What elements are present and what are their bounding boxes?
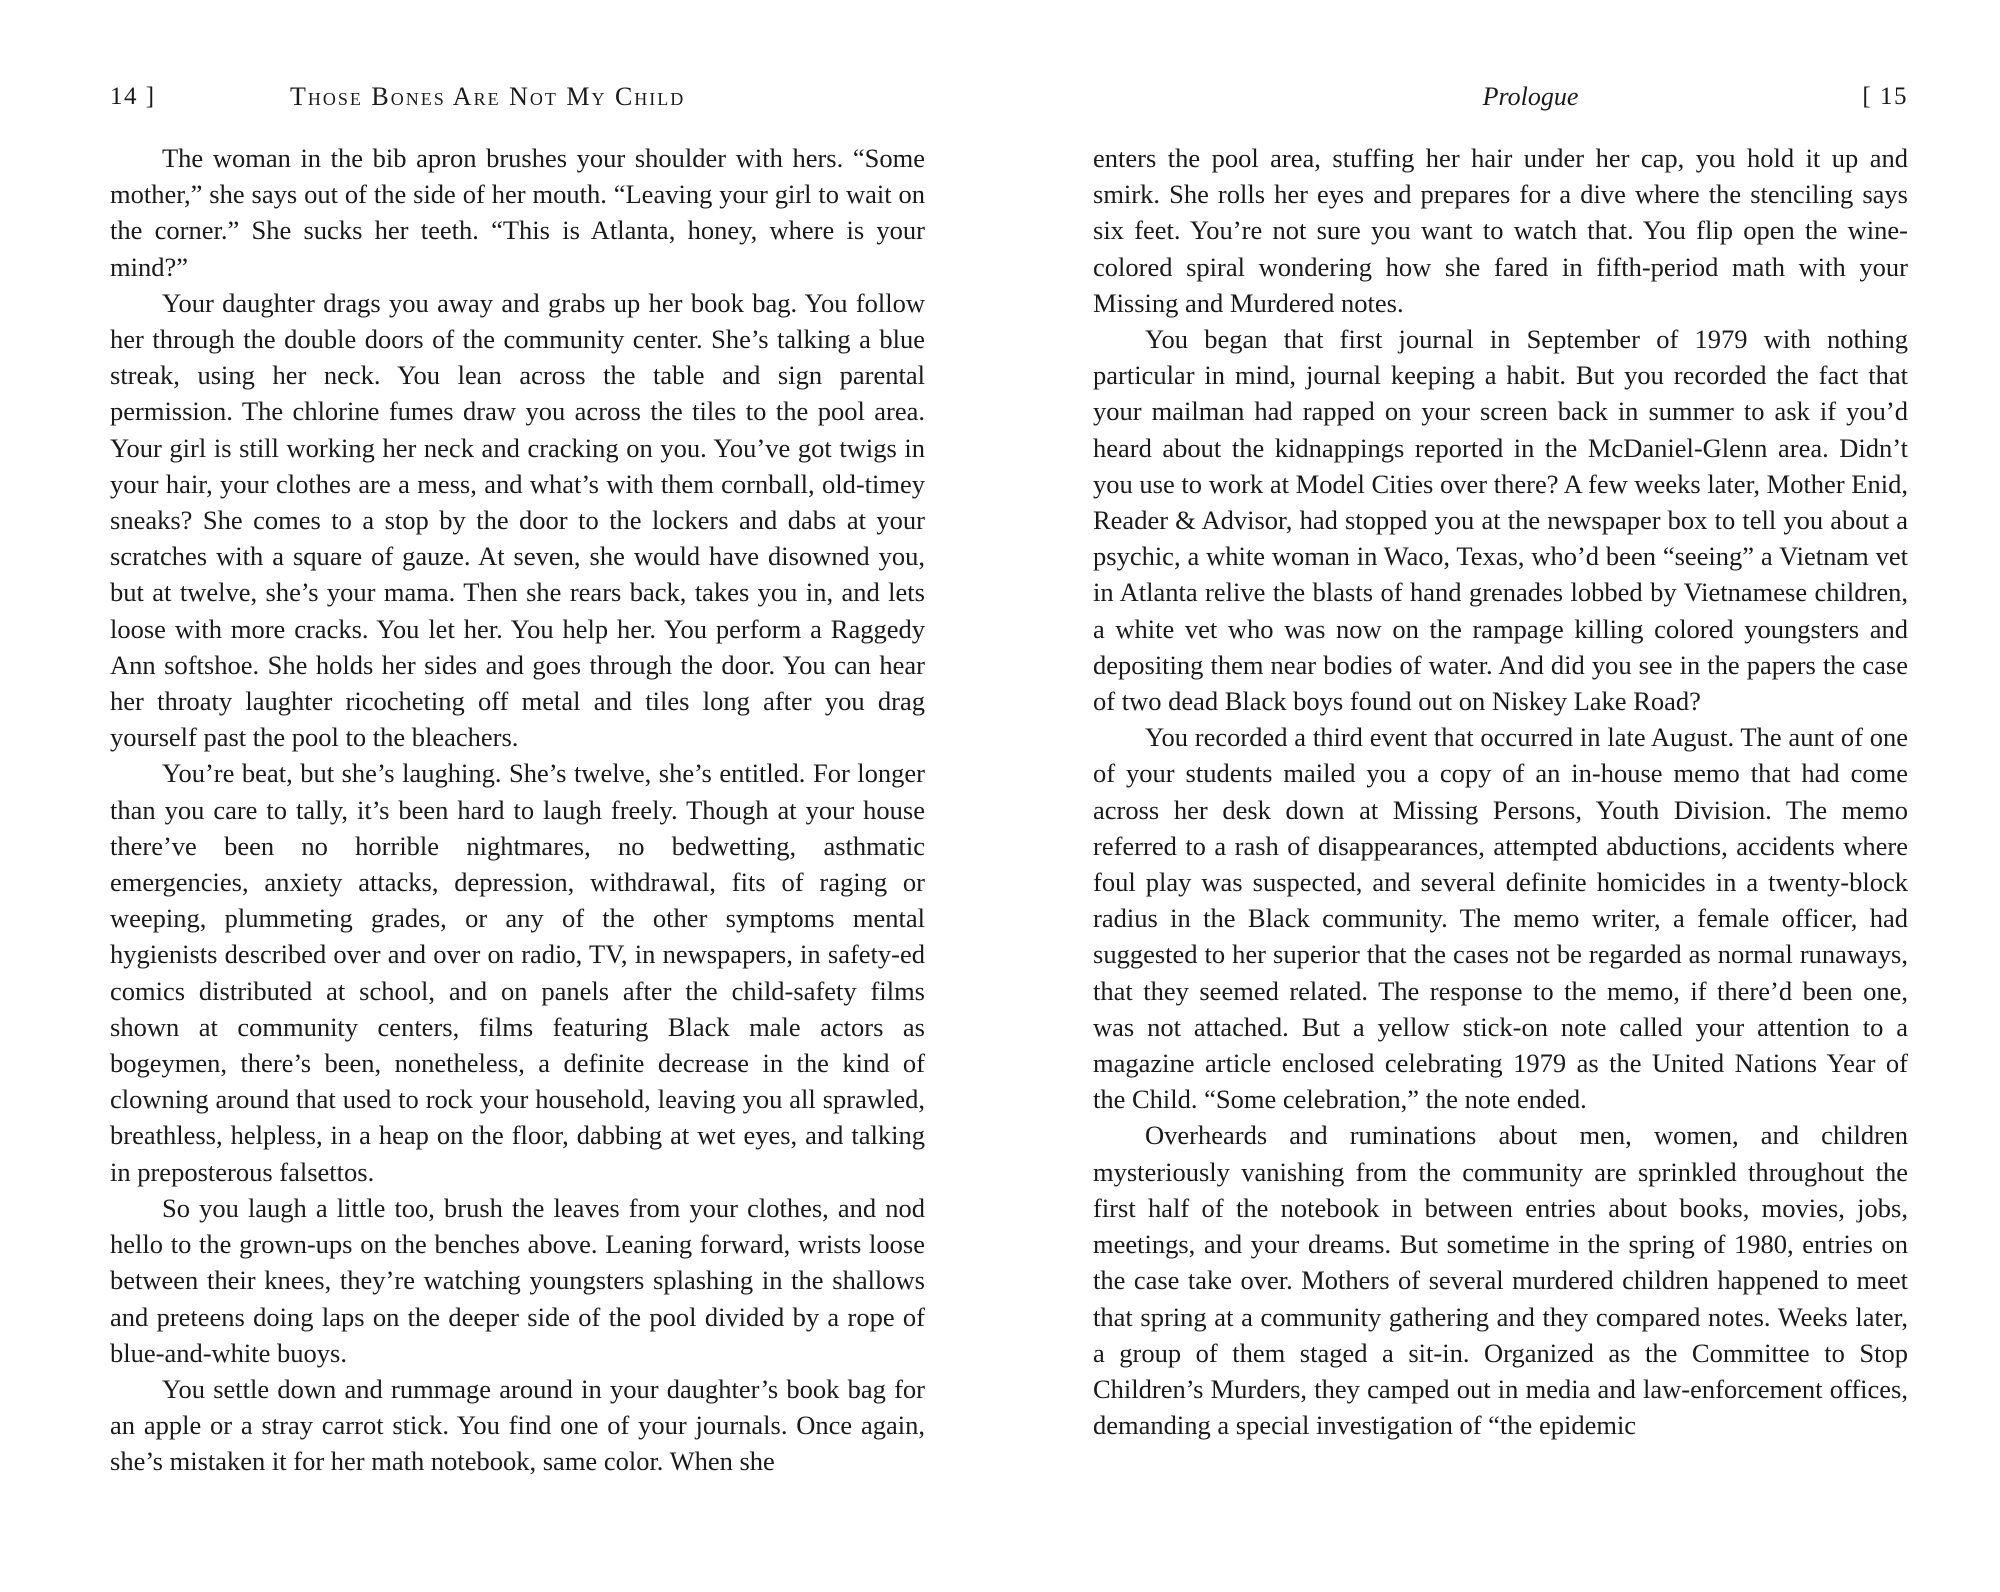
right-page-number: [ 15 (1862, 83, 1908, 110)
continued-paragraph: enters the pool area, stuffing her hair under her cap, you hold it up and smirk. She rolls her eyes and prepares for a dive where the stenciling says six feet. You’re not sure you want to watch that. You flip open the wine-colored spiral wondering how she fared in fifth-period math with your Missing and Murdered notes. (1093, 143, 1908, 318)
paragraph: You’re beat, but she’s laughing. She’s twelve, she’s entitled. For longer than you care to tally, it’s been hard to laugh freely. Though at your house there’ve been no horrible nightmares, no bedwetting, asthmatic emergencies, anxiety attacks, depression, withdrawal, fits of raging or weeping, plummeting grades, or any of the other symptoms mental hygienists described over and over on radio, TV, in newspapers, in safety-ed comics distributed at school, and on panels after the child-safety films shown at community centers, films featuring Black male actors as bogeymen, there’s been, nonetheless, a definite decrease in the kind of clowning around that used to rock your household, leaving you all sprawled, breathless, helpless, in a heap on the floor, dabbing at wet eyes, and talking in preposterous falsettos. (110, 758, 925, 1187)
left-page-number: 14 ] (110, 83, 156, 110)
paragraph: So you laugh a little too, brush the leaves from your clothes, and nod hello to the grown-ups on the benches above. Leaning forward, wrists loose between their knees, they’re watching youngsters splashing in the shallows and preteens doing laps on the deeper side of the pool divided by a rope of blue-and-white buoys. (110, 1192, 925, 1368)
chapter-title: Prologue (1482, 82, 1579, 111)
left-running-head (110, 80, 925, 114)
right-page (1093, 0, 1908, 1592)
paragraph: Overheards and ruminations about men, women, and children mysteriously vanishing from the community are sprinkled throughout the first half of the notebook in between entries about books, movies, jobs, meetings, and your dreams. But sometime in the spring of 1980, entries on the case take over. Mothers of several murdered children happened to meet that spring at a community gathering and they compared notes. Weeks later, a group of them staged a sit-in. Organized as the Committee to Stop Children’s Murders, they camped out in media and law-enforcement offices, demanding a special investigation of “the epidemic (1093, 1120, 1908, 1441)
paragraph: You began that first journal in September of 1979 with nothing particular in mind, journal keeping a habit. But you recorded the fact that your mailman had rapped on your screen back in summer to ask if you’d heard about the kidnappings reported in the McDaniel-Glenn area. Didn’t you use to work at Model Cities over there? A few weeks later, Mother Enid, Reader & Advisor, had stopped you at the newspaper box to tell you about a psychic, a white woman in Waco, Texas, who’d been “seeing” a Vietnam vet in Atlanta relive the blasts of hand grenades lobbed by Vietnamese children, a white vet who was now on the rampage killing colored youngsters and depositing them near bodies of water. And did you see in the papers the case of two dead Black boys found out on Niskey Lake Road? (1093, 324, 1908, 717)
right-running-head (1093, 80, 1908, 114)
paragraph: You settle down and rummage around in your daughter’s book bag for an apple or a stray carrot stick. You find one of your journals. Once again, she’s mistaken it for her math notebook, same color. When she (110, 1373, 925, 1477)
left-page (110, 0, 925, 1592)
left-body-text (110, 140, 925, 1480)
paragraph: Your daughter drags you away and grabs up her book bag. You follow her through the double doors of the community center. She’s talking a blue streak, using her neck. You lean across the table and sign parental permission. The chlorine fumes draw you across the tiles to the pool area. Your girl is still working her neck and cracking on you. You’ve got twigs in your hair, your clothes are a mess, and what’s with them cornball, old-timey sneaks? She comes to a stop by the door to the lockers and dabs at your scratches with a square of gauze. At seven, she would have disowned you, but at twelve, she’s your mama. Then she rears back, takes you in, and lets loose with more cracks. You let her. You help her. You perform a Raggedy Ann softshoe. She holds her sides and goes through the door. You can hear her throaty laughter ricocheting off metal and tiles long after you drag yourself past the pool to the bleachers. (110, 287, 925, 753)
paragraph: The woman in the bib apron brushes your shoulder with hers. “Some mother,” she says out of the side of her mouth. “Leaving your girl to wait on the corner.” She sucks her teeth. “This is Atlanta, honey, where is your mind?” (110, 143, 925, 282)
right-body-text (1093, 140, 1908, 1443)
paragraph: You recorded a third event that occurred in late August. The aunt of one of your students mailed you a copy of an in-house memo that had come across her desk down at Missing Persons, Youth Division. The memo referred to a rash of disappearances, attempted abductions, accidents where foul play was suspected, and several definite homicides in a twenty-block radius in the Black community. The memo writer, a female officer, had suggested to her superior that the cases not be regarded as normal runaways, that they seemed related. The response to the memo, if there’d been one, was not attached. But a yellow stick-on note called your attention to a magazine article enclosed celebrating 1979 as the United Nations Year of the Child. “Some celebration,” the note ended. (1093, 722, 1908, 1115)
book-title: Those Bones Are Not My Child (290, 82, 686, 111)
